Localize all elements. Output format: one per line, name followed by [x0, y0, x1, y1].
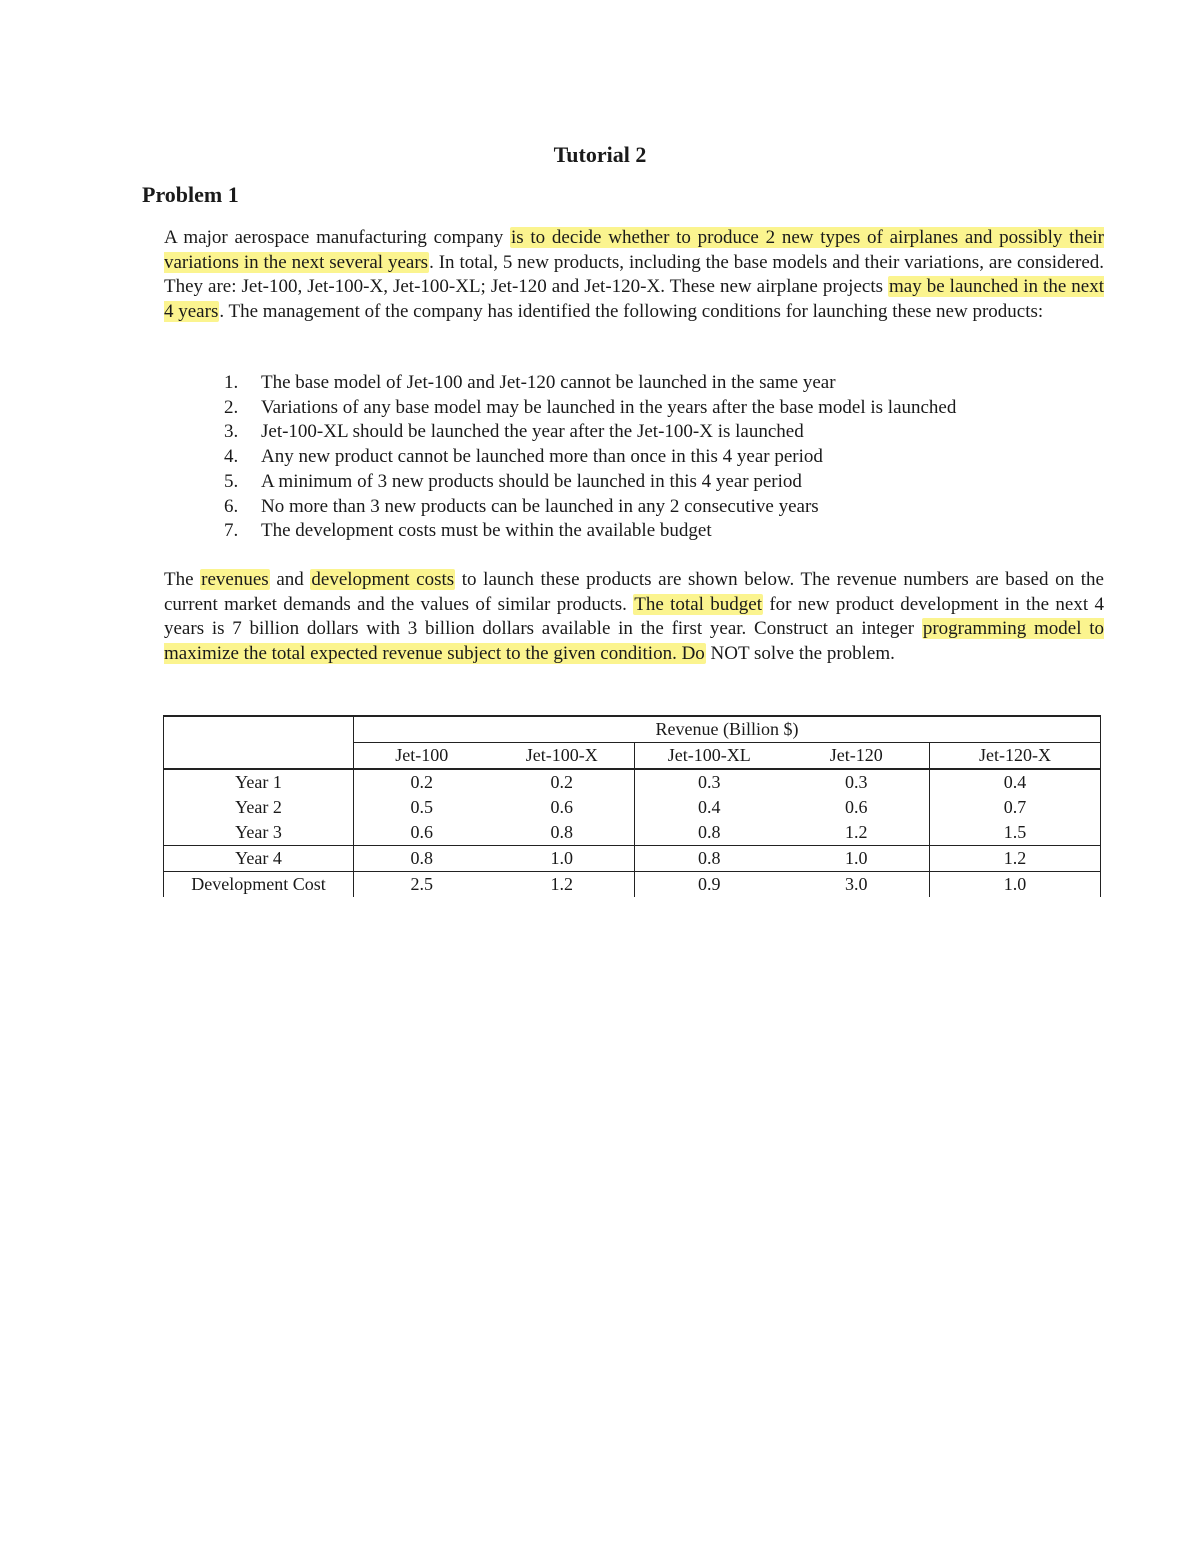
- table-row: [164, 872, 1101, 898]
- condition-number: 7.: [224, 520, 239, 542]
- table-cell: 3.0: [784, 872, 930, 898]
- condition-number: 4.: [224, 446, 239, 468]
- table-row: [164, 769, 1101, 795]
- table-cell: 0.8: [550, 822, 573, 842]
- table-cell: 0.8: [635, 846, 784, 872]
- highlight: development costs: [311, 569, 455, 590]
- text-span: The: [164, 569, 201, 590]
- condition-text: The development costs must be within the available budget: [261, 520, 712, 542]
- condition-text: The base model of Jet-100 and Jet-120 cannot be launched in the same year: [261, 372, 836, 393]
- row-label: Year 1: [164, 769, 354, 795]
- condition-text: Variations of any base model may be launched in the years after the base model is launched: [261, 396, 957, 418]
- text-span: to launch these products are shown below. The revenue numbers are based on the current market demands and the values of similar products.: [164, 569, 1104, 615]
- table-cell: 0.6: [550, 797, 573, 817]
- table-row: [164, 846, 1101, 872]
- highlight: revenues: [201, 569, 269, 590]
- table-cell: 0.6: [354, 820, 490, 846]
- table-cell: 0.8: [635, 820, 784, 846]
- table-cell: 0.7: [930, 795, 1101, 820]
- table-cell: 0.3: [784, 769, 930, 795]
- table-group-header-row: [164, 716, 1101, 743]
- row-label: Year 2: [164, 795, 354, 820]
- condition-item: [224, 396, 956, 421]
- conditions-list: [224, 371, 956, 544]
- condition-number: 1.: [224, 372, 239, 393]
- table-corner-cell: [164, 716, 354, 769]
- condition-item: [224, 519, 956, 544]
- condition-number: 3.: [224, 421, 239, 443]
- condition-item: [224, 495, 956, 520]
- text-span: A major aerospace manufacturing company: [164, 227, 510, 248]
- condition-item: [224, 420, 956, 445]
- column-header: Jet-100-X: [490, 743, 635, 770]
- row-label: Development Cost: [164, 872, 354, 898]
- row-label: Year 4: [164, 846, 354, 872]
- text-span: . The management of the company has identified the following conditions for launching these new products:: [219, 300, 1044, 322]
- table-cell: 1.0: [784, 846, 930, 872]
- table-cell: 1.0: [930, 872, 1101, 898]
- table-row: [164, 795, 1101, 820]
- condition-item: [224, 371, 956, 396]
- revenue-group-header: Revenue (Billion $): [354, 716, 1101, 743]
- problem-heading: Problem 1: [142, 182, 239, 207]
- condition-number: 2.: [224, 396, 239, 418]
- text-span: NOT solve the problem.: [705, 642, 895, 664]
- table-row: [164, 820, 1101, 846]
- table-cell: 0.4: [930, 769, 1101, 795]
- text-span: . In total, 5 new products, including the base models and their variations, are considered. They are: Jet-100, Jet-100-X, Jet-100-XL; Jet-120 and Jet-120-X. These new airplane projects: [164, 251, 1105, 298]
- table-cell: 0.2: [490, 769, 635, 795]
- text-span: for new product development in the next 4 years is 7 billion dollars with 3 billion dollars available in the first year. Construct an integer: [164, 593, 1104, 640]
- problem-intro-paragraph: [164, 226, 1104, 324]
- table-cell: 1.2: [930, 846, 1101, 872]
- condition-item: [224, 470, 956, 495]
- column-header: Jet-100: [354, 743, 490, 770]
- table-cell: 0.4: [635, 795, 784, 820]
- column-header: Jet-100-XL: [635, 743, 784, 770]
- highlight: programming model to maximize the total expected revenue subject to the given condition. Do: [164, 618, 1104, 664]
- document-title: Tutorial 2: [553, 142, 647, 167]
- table-cell: 0.8: [354, 846, 490, 872]
- condition-item: [224, 445, 956, 470]
- table-cell: 0.5: [354, 795, 490, 820]
- condition-text: A minimum of 3 new products should be launched in this 4 year period: [261, 470, 802, 492]
- text-span: and: [269, 569, 311, 590]
- condition-number: 5.: [224, 470, 239, 492]
- column-header: Jet-120: [784, 743, 930, 770]
- condition-text: Jet-100-XL should be launched the year after the Jet-100-X is launched: [261, 421, 804, 443]
- column-header: Jet-120-X: [930, 743, 1101, 770]
- table-cell: 1.5: [930, 820, 1101, 846]
- condition-text: No more than 3 new products can be launched in any 2 consecutive years: [261, 495, 819, 517]
- table-cell: 1.2: [845, 822, 868, 842]
- table-cell: 0.2: [354, 769, 490, 795]
- condition-text: Any new product cannot be launched more than once in this 4 year period: [261, 446, 823, 468]
- table-cell: 1.2: [490, 872, 635, 898]
- table-cell: 1.0: [490, 846, 635, 872]
- highlight: The total budget: [634, 593, 762, 615]
- table-cell: 0.3: [635, 769, 784, 795]
- row-label: Year 3: [164, 820, 354, 846]
- table-cell: 0.9: [635, 872, 784, 898]
- table-cell: 0.6: [845, 797, 868, 817]
- table-cell: 2.5: [354, 872, 490, 898]
- revenue-table: [163, 715, 1101, 897]
- highlight: may be launched in the next 4 years: [164, 276, 1104, 322]
- condition-number: 6.: [224, 495, 239, 517]
- highlight: is to decide whether to produce 2 new types of airplanes and possibly their variations in the next several years: [164, 227, 1104, 273]
- data-description-paragraph: [164, 568, 1104, 666]
